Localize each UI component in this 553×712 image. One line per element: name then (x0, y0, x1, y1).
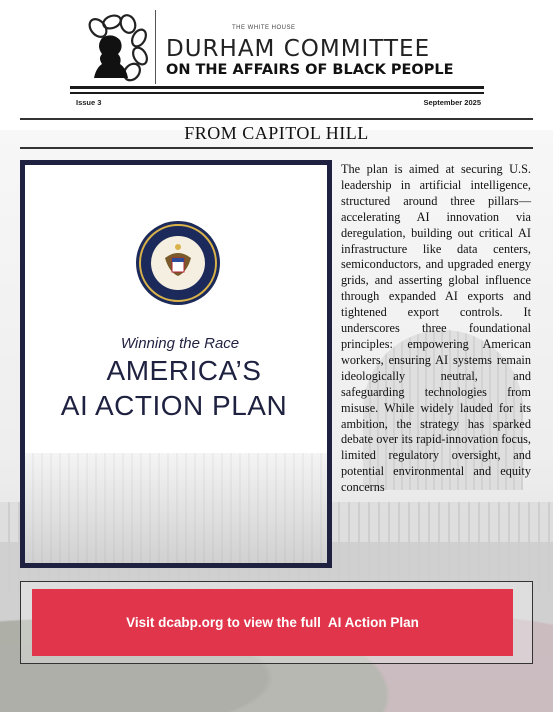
issue-number: Issue 3 (76, 98, 102, 107)
section-rule-top (20, 118, 533, 120)
article-body: The plan is aimed at securing U.S. leadership in artificial intelligence, structured around three pillars—accelerating AI innovation via deregulation, building out critical AI infrastructure like data centers, semiconductors, and upgraded energy grids, and asserting global influence through expanded AI exports and tightened export controls. It underscores three foundational principles: empowering American workers, ensuring AI systems remain ideologically neutral, and safeguarding technologies from misuse. While widely lauded for its ambition, the strategy has sparked debate over its rapid-innovation focus, limited regulatory oversight, and potential environmental and equity concerns (341, 162, 531, 495)
section-title: FROM CAPITOL HILL (184, 123, 369, 143)
whitehouse-caption: THE WHITE HOUSE (232, 25, 296, 31)
cover-title-line2: AI ACTION PLAN (60, 390, 288, 421)
org-subtitle: ON THE AFFAIRS OF BLACK PEOPLE (166, 62, 454, 78)
header-divider (155, 10, 156, 84)
header-rule-thick (70, 86, 484, 89)
view-action-plan-link[interactable]: Visit dcabp.org to view the full AI Action Plan (32, 589, 513, 656)
org-title: DURHAM COMMITTEE (166, 36, 431, 62)
action-plan-cover (20, 160, 332, 568)
presidential-seal-icon (135, 220, 221, 306)
cover-subtitle: Winning the Race (120, 335, 240, 352)
section-rule-bottom (20, 147, 533, 149)
cover-building-photo (25, 453, 327, 563)
cover-title-line1: AMERICA’S (106, 355, 262, 386)
chain-silhouette-logo (84, 14, 150, 84)
issue-date: September 2025 (423, 98, 481, 107)
header-rule-thin (70, 92, 484, 94)
